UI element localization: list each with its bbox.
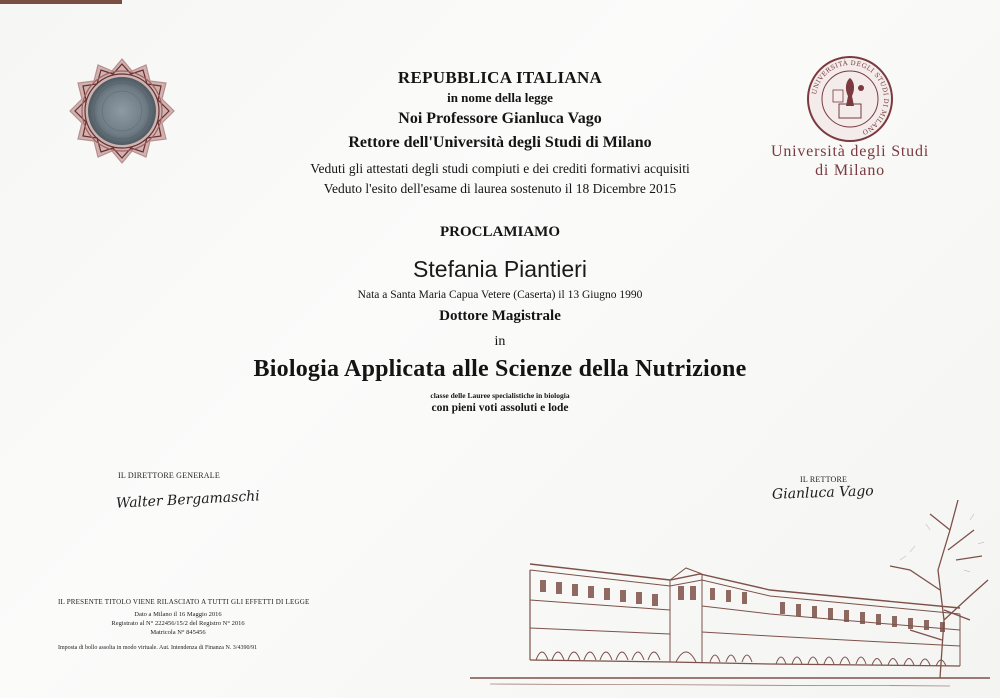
university-name: [730, 142, 970, 180]
footer-date-line: Dato a Milano il 16 Maggio 2016: [134, 611, 222, 618]
grade-line: con pieni voti assoluti e lode: [431, 402, 569, 414]
rector-label: IL RETTORE: [800, 475, 848, 484]
rector-signature: Gianluca Vago: [771, 483, 874, 503]
birth-line: Nata a Santa Maria Capua Vetere (Caserta) il 13 Giugno 1990: [357, 289, 643, 301]
in-nome-line: in nome della legge: [447, 90, 553, 105]
corner-mark: [0, 0, 122, 4]
professor-line: Noi Professore Gianluca Vago: [398, 110, 602, 127]
footer-register-line: Registrato al N° 222456/15/2 del Registro N° 2016: [111, 620, 245, 627]
proclamation: PROCLAMIAMO: [440, 224, 560, 240]
footer-matricola-line: Matricola N° 845456: [150, 629, 206, 636]
veduti-line-2: Veduto l'esito dell'esame di laurea sostenuto il 18 Dicembre 2015: [323, 181, 677, 196]
hologram-rosette-icon: [66, 55, 178, 167]
republic-heading: REPUBBLICA ITALIANA: [397, 68, 603, 87]
rector-line: Rettore dell'Università degli Studi di Milano: [348, 134, 652, 151]
degree-class: classe delle Lauree specialistiche in biologia: [430, 391, 570, 400]
footer-stamp-duty-line: Imposta di bollo assolta in modo virtuale. Aut. Intendenza di Finanza N. 3/4390/91: [58, 645, 258, 651]
director-label: IL DIRETTORE GENERALE: [118, 471, 220, 480]
footer-legal-line: IL PRESENTE TITOLO VIENE RILASCIATO A TUTTI GLI EFFETTI DI LEGGE: [58, 598, 310, 606]
university-name-line1: Università degli Studi: [770, 143, 930, 160]
university-building-sketch: [470, 500, 990, 698]
svg-text:UNIVERSITÀ DEGLI STUDI DI MILA: UNIVERSITÀ DEGLI STUDI DI MILANO: [810, 58, 891, 137]
university-seal-icon: [805, 54, 895, 144]
graduate-name: Stefania Piantieri: [413, 256, 587, 282]
university-name-line2: di Milano: [815, 162, 885, 179]
degree-subject: Biologia Applicata alle Scienze della Nutrizione: [253, 356, 747, 382]
in-word: in: [494, 334, 506, 349]
veduti-line-1: Veduti gli attestati degli studi compiuti e dei crediti formativi acquisiti: [310, 161, 690, 176]
director-signature: Walter Bergamaschi: [115, 488, 261, 512]
degree-title: Dottore Magistrale: [439, 308, 561, 324]
